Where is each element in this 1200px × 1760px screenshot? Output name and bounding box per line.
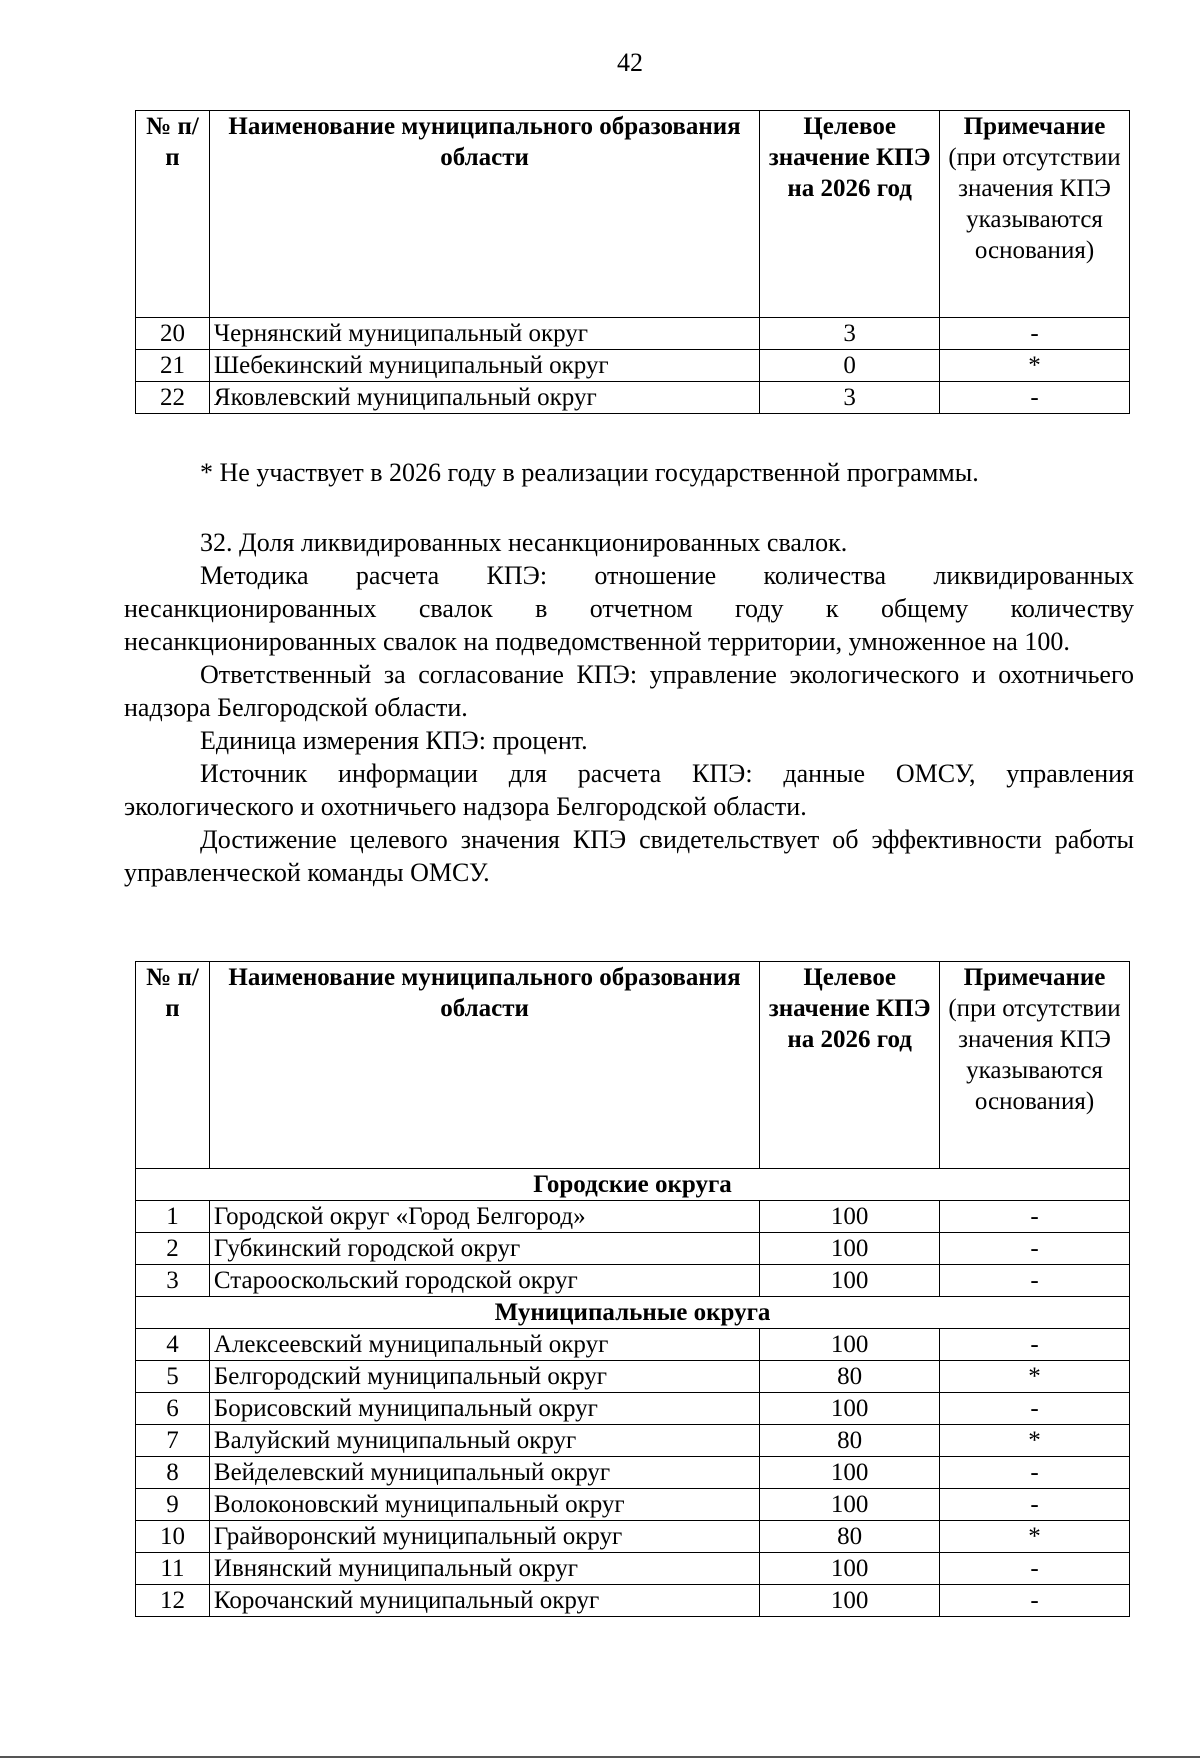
group-heading: Муниципальные округа: [136, 1297, 1130, 1329]
data-source: Источник информации для расчета КПЭ: данные ОМСУ, управления экологического и охотничьего надзора Белгородской области.: [124, 759, 1134, 821]
row-number: 12: [136, 1585, 210, 1617]
table-row: [136, 1233, 1130, 1265]
note-cell: -: [940, 1233, 1130, 1265]
header-name: Наименование муниципального образования области: [209, 111, 759, 318]
row-number: 11: [136, 1553, 210, 1585]
group-heading: Городские округа: [136, 1169, 1130, 1201]
note-cell: -: [940, 1489, 1130, 1521]
municipality-name: Городской округ «Город Белгород»: [209, 1201, 759, 1233]
row-number: 8: [136, 1457, 210, 1489]
target-value: 80: [760, 1425, 940, 1457]
note-cell: -: [940, 1329, 1130, 1361]
row-number: 1: [136, 1201, 210, 1233]
target-value: 100: [760, 1553, 940, 1585]
note-cell: *: [940, 1425, 1130, 1457]
table-row: [136, 1457, 1130, 1489]
target-significance: Достижение целевого значения КПЭ свидетельствует об эффективности работы управленческой команды ОМСУ.: [124, 825, 1134, 887]
note-cell: -: [940, 318, 1130, 350]
target-value: 0: [760, 350, 940, 382]
note-cell: -: [940, 1585, 1130, 1617]
target-value: 100: [760, 1585, 940, 1617]
table1-body: [136, 318, 1130, 414]
target-value: 3: [760, 318, 940, 350]
header-note: [940, 111, 1130, 318]
table-row: [136, 1393, 1130, 1425]
footnote: * Не участвует в 2026 году в реализации государственной программы.: [200, 458, 979, 487]
calculation-method: Методика расчета КПЭ: отношение количества ликвидированных несанкционированных свалок в отчетном году к общему количеству несанкционированных свалок на подведомственной территории, умноженное на 100.: [124, 561, 1134, 656]
row-number: 4: [136, 1329, 210, 1361]
target-value: 3: [760, 382, 940, 414]
municipality-name: Борисовский муниципальный округ: [209, 1393, 759, 1425]
row-number: 7: [136, 1425, 210, 1457]
row-number: 9: [136, 1489, 210, 1521]
target-value: 80: [760, 1361, 940, 1393]
row-number: 5: [136, 1361, 210, 1393]
municipality-name: Чернянский муниципальный округ: [209, 318, 759, 350]
municipality-name: Яковлевский муниципальный округ: [209, 382, 759, 414]
header-value: Целевое значение КПЭ на 2026 год: [760, 962, 940, 1169]
municipality-name: Шебекинский муниципальный округ: [209, 350, 759, 382]
table-row: [136, 1361, 1130, 1393]
table-row: [136, 1201, 1130, 1233]
note-cell: -: [940, 1553, 1130, 1585]
municipality-name: Корочанский муниципальный округ: [209, 1585, 759, 1617]
row-number: 21: [136, 350, 210, 382]
page-bottom-rule: [0, 1756, 1200, 1758]
unit-of-measure: Единица измерения КПЭ: процент.: [200, 726, 588, 755]
note-cell: -: [940, 1201, 1130, 1233]
target-value: 100: [760, 1233, 940, 1265]
group-row: [136, 1169, 1130, 1201]
header-num: № п/п: [136, 962, 210, 1169]
note-cell: *: [940, 350, 1130, 382]
table-header-row: [136, 962, 1130, 1169]
target-value: 100: [760, 1201, 940, 1233]
header-note-title: Примечание: [963, 113, 1106, 140]
note-cell: -: [940, 1393, 1130, 1425]
row-number: 3: [136, 1265, 210, 1297]
table-row: [136, 350, 1130, 382]
table-row: [136, 1585, 1130, 1617]
row-number: 2: [136, 1233, 210, 1265]
kpi-table-landfills: [135, 961, 1130, 1617]
header-value: Целевое значение КПЭ на 2026 год: [760, 111, 940, 318]
municipality-name: Губкинский городской округ: [209, 1233, 759, 1265]
indicator-description: [124, 526, 1134, 889]
target-value: 100: [760, 1329, 940, 1361]
target-value: 100: [760, 1457, 940, 1489]
target-value: 100: [760, 1393, 940, 1425]
table-row: [136, 1265, 1130, 1297]
municipality-name: Грайворонский муниципальный округ: [209, 1521, 759, 1553]
target-value: 100: [760, 1489, 940, 1521]
municipality-name: Вейделевский муниципальный округ: [209, 1457, 759, 1489]
page-number: 42: [617, 48, 643, 77]
indicator-title: 32. Доля ликвидированных несанкционированных свалок.: [200, 528, 848, 557]
table-row: [136, 382, 1130, 414]
responsible-party: Ответственный за согласование КПЭ: управление экологического и охотничьего надзора Белгородской области.: [124, 660, 1134, 722]
header-name: Наименование муниципального образования области: [209, 962, 759, 1169]
table-row: [136, 1553, 1130, 1585]
table-row: [136, 318, 1130, 350]
note-cell: -: [940, 1457, 1130, 1489]
header-note-title: Примечание: [963, 964, 1106, 991]
table-row: [136, 1425, 1130, 1457]
note-cell: -: [940, 1265, 1130, 1297]
table-row: [136, 1489, 1130, 1521]
table2-body: [136, 1169, 1130, 1617]
header-note-detail: (при отсутствии значения КПЭ указываются основания): [948, 995, 1121, 1115]
header-note: [940, 962, 1130, 1169]
header-note-detail: (при отсутствии значения КПЭ указываются основания): [948, 144, 1121, 264]
table-header-row: [136, 111, 1130, 318]
table-row: [136, 1329, 1130, 1361]
note-cell: -: [940, 382, 1130, 414]
municipality-name: Волоконовский муниципальный округ: [209, 1489, 759, 1521]
row-number: 10: [136, 1521, 210, 1553]
group-row: [136, 1297, 1130, 1329]
row-number: 22: [136, 382, 210, 414]
note-cell: *: [940, 1361, 1130, 1393]
row-number: 6: [136, 1393, 210, 1425]
table-row: [136, 1521, 1130, 1553]
header-num: № п/п: [136, 111, 210, 318]
municipality-name: Старооскольский городской округ: [209, 1265, 759, 1297]
target-value: 100: [760, 1265, 940, 1297]
note-cell: *: [940, 1521, 1130, 1553]
kpi-table-continued: [135, 110, 1130, 414]
target-value: 80: [760, 1521, 940, 1553]
municipality-name: Алексеевский муниципальный округ: [209, 1329, 759, 1361]
municipality-name: Белгородский муниципальный округ: [209, 1361, 759, 1393]
row-number: 20: [136, 318, 210, 350]
municipality-name: Ивнянский муниципальный округ: [209, 1553, 759, 1585]
municipality-name: Валуйский муниципальный округ: [209, 1425, 759, 1457]
